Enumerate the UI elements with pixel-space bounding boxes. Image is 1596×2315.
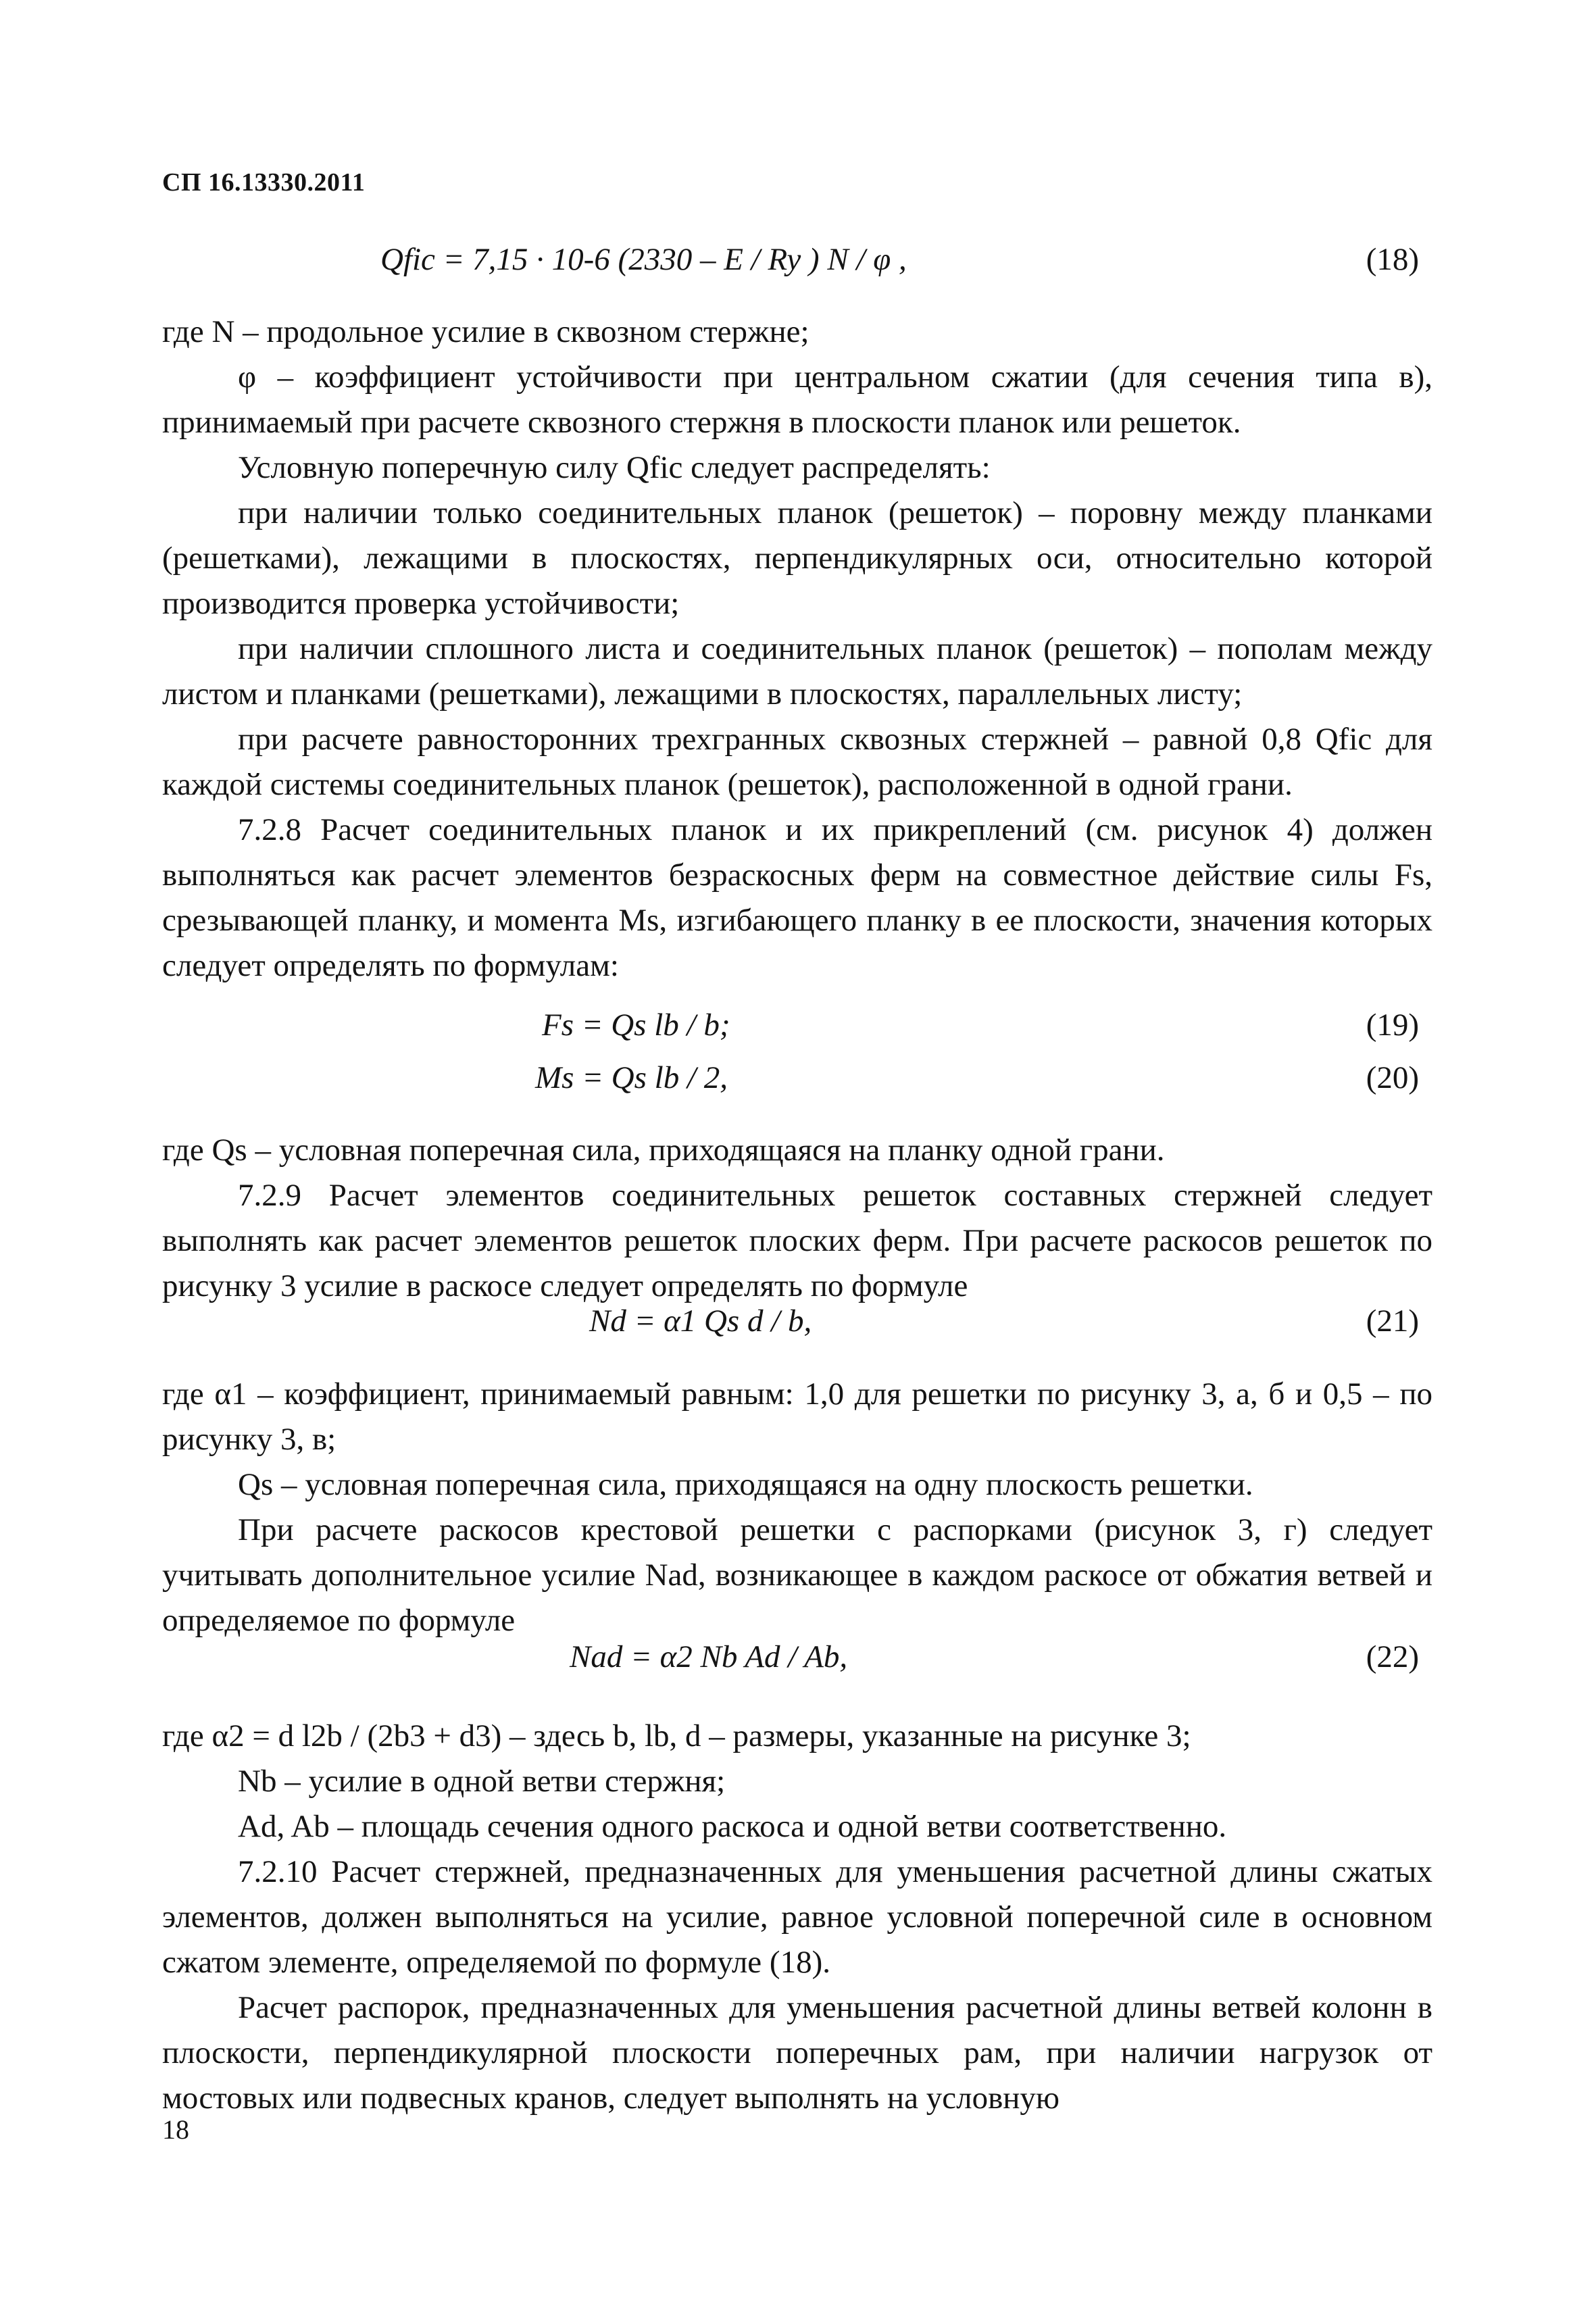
paragraph: при наличии сплошного листа и соединительных планок (решеток) – пополам между листом и планками (решетками), лежащими в плоскостях, параллельных листу; <box>162 631 1432 712</box>
paragraph: 7.2.10 Расчет стержней, предназначенных для уменьшения расчетной длины сжатых элементов, должен выполняться на усилие, равное условной поперечной силе в основном сжатом элементе, определяемой по формуле (18). <box>162 1854 1432 1980</box>
formula-number: (18) <box>1366 242 1419 277</box>
paragraph: где α1 – коэффициент, принимаемый равным: 1,0 для решетки по рисунку 3, а, б и 0,5 – по рисунку 3, в; <box>162 1376 1432 1457</box>
paragraph: при расчете равносторонних трехгранных сквозных стержней – равной 0,8 Qfic для каждой системы соединительных планок (решеток), расположенной в одной грани. <box>162 722 1432 802</box>
formula-22 <box>0 1639 1596 1679</box>
formula-number: (21) <box>1366 1303 1419 1339</box>
formula-21 <box>0 1303 1596 1343</box>
page-number: 18 <box>162 2114 189 2145</box>
paragraph: где α2 = d l2b / (2b3 + d3) – здесь b, lb, d – размеры, указанные на рисунке 3; <box>162 1718 1191 1753</box>
formula-19 <box>0 1007 1596 1047</box>
body-block-3 <box>162 1372 1432 1643</box>
formula-number: (20) <box>1366 1060 1419 1095</box>
formula-number: (19) <box>1366 1007 1419 1043</box>
formula-20 <box>0 1060 1596 1100</box>
paragraph: Условную поперечную силу Qfic следует распределять: <box>238 450 991 485</box>
paragraph: 7.2.9 Расчет элементов соединительных решеток составных стержней следует выполнять как расчет элементов решеток плоских ферм. При расчете раскосов решеток по рисунку 3 усилие в раскосе следует определять по формуле <box>162 1178 1432 1303</box>
paragraph: φ – коэффициент устойчивости при центральном сжатии (для сечения типа в), принимаемый при расчете сквозного стержня в плоскости планок или решеток. <box>162 359 1432 440</box>
paragraph: при наличии только соединительных планок (решеток) – поровну между планками (решетками), лежащими в плоскостях, перпендикулярных оси, относительно которой производится проверка устойчивости; <box>162 495 1432 621</box>
formula-expression: Nad = α2 Nb Ad / Ab, <box>570 1639 848 1674</box>
paragraph: Nb – усилие в одной ветви стержня; <box>238 1764 726 1799</box>
paragraph: Расчет распорок, предназначенных для уменьшения расчетной длины ветвей колонн в плоскости, перпендикулярной плоскости поперечных рам, при наличии нагрузок от мостовых или подвесных кранов, следует выполнять на условную <box>162 1990 1432 2116</box>
paragraph: Ad, Ab – площадь сечения одного раскоса и одной ветви соответственно. <box>238 1809 1227 1844</box>
paragraph: При расчете раскосов крестовой решетки с распорками (рисунок 3, г) следует учитывать дополнительное усилие Nad, возникающее в каждом раскосе от обжатия ветвей и определяемое по формуле <box>162 1512 1432 1638</box>
formula-18 <box>0 241 1596 282</box>
body-block-4 <box>162 1714 1432 2121</box>
formula-expression: Fs = Qs lb / b; <box>542 1007 730 1043</box>
body-block-1 <box>162 309 1432 989</box>
formula-number: (22) <box>1366 1639 1419 1674</box>
paragraph: где Qs – условная поперечная сила, приходящаяся на планку одной грани. <box>162 1132 1165 1168</box>
paragraph: Qs – условная поперечная сила, приходящаяся на одну плоскость решетки. <box>238 1467 1253 1502</box>
body-block-2 <box>162 1128 1432 1309</box>
document-header: СП 16.13330.2011 <box>162 168 366 197</box>
paragraph: 7.2.8 Расчет соединительных планок и их прикреплений (см. рисунок 4) должен выполняться как расчет элементов безраскосных ферм на совместное действие силы Fs, срезывающей планку, и момента Ms, изгибающего планку в ее плоскости, значения которых следует определять по формулам: <box>162 812 1432 983</box>
formula-expression: Qfic = 7,15 · 10-6 (2330 – E / Ry ) N / φ , <box>380 242 907 277</box>
formula-expression: Ms = Qs lb / 2, <box>535 1060 728 1095</box>
paragraph: где N – продольное усилие в сквозном стержне; <box>162 314 809 349</box>
formula-expression: Nd = α1 Qs d / b, <box>589 1303 812 1339</box>
